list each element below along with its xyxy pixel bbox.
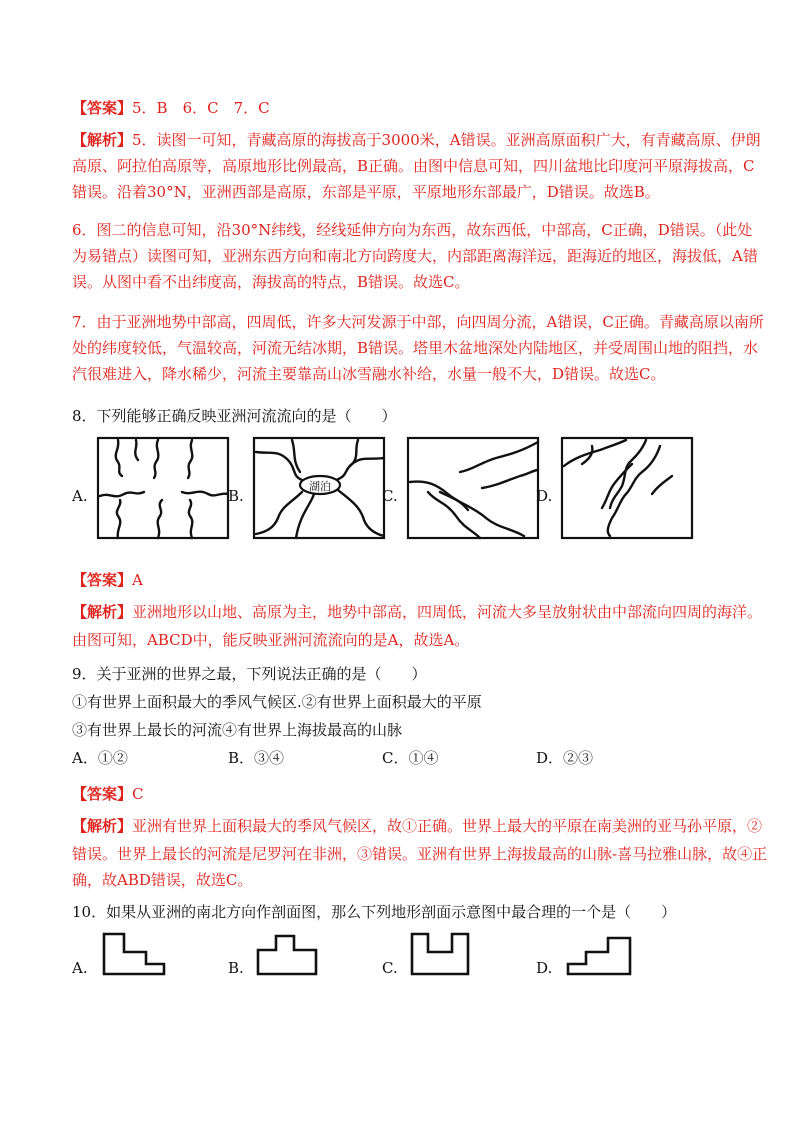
q9-option-d: D．②③: [536, 749, 594, 767]
q5-7-analysis-line-7: 7．由于亚洲地势中部高，四周低，许多大河发源于中部，向四周分流，A错误，C正确。青藏高原以南所: [72, 313, 764, 331]
q10-profile-b: [252, 930, 324, 982]
q9-option-c: C．①④: [382, 749, 439, 767]
q8-option-b-label: B.: [228, 487, 244, 505]
q5-7-analysis-line-6: 误。从图中看不出纬度高，海拔高的特点，B错误。故选C。: [72, 273, 470, 291]
q8-figure-c: [406, 436, 540, 544]
q9-stem: 9．关于亚洲的世界之最，下列说法正确的是（ ）: [72, 665, 427, 683]
q9-items-line-2: ③有世界上最长的河流④有世界上海拔最高的山脉: [72, 721, 403, 739]
q9-analysis-line-1: 【解析】亚洲有世界上面积最大的季风气候区，故①正确。世界上最大的平原在南美洲的亚马孙平原，②: [72, 817, 763, 835]
q5-7-analysis-line-9: 汽很难进入，降水稀少，河流主要靠高山冰雪融水补给，水量一般不大，D错误。故选C。: [72, 365, 666, 383]
q9-option-b: B．③④: [228, 749, 285, 767]
q8-figure-d: [560, 436, 694, 544]
q10-profile-c: [406, 930, 478, 982]
q10-profile-d: [562, 930, 634, 982]
q5-7-analysis-line-4: 6．图二的信息可知，沿30°N纬线，经线延伸方向为东西，故东西低，中部高，C正确，D错误。（此处: [72, 221, 753, 239]
q10-stem: 10．如果从亚洲的南北方向作剖面图，那么下列地形剖面示意图中最合理的一个是（ ）: [72, 903, 677, 921]
q5-7-analysis-line-2: 高原、阿拉伯高原等，高原地形比例最高，B正确。由图中信息可知，四川盆地比印度河平原海拔高，C: [72, 157, 755, 175]
q9-analysis-line-2: 错误。世界上最长的河流是尼罗河在非洲，③错误。亚洲有世界上海拔最高的山脉-喜马拉雅山脉，故④正: [72, 845, 768, 863]
q5-7-answer: 【答案】5．B 6．C 7．C: [72, 99, 270, 117]
q8-analysis-line-2: 由图可知，ABCD中，能反映亚洲河流流向的是A，故选A。: [72, 631, 470, 649]
q10-profile-a: [98, 930, 170, 982]
q5-7-analysis-line-3: 错误。沿着30°N，亚洲西部是高原，东部是平原，平原地形东部最广，D错误。故选B。: [72, 183, 660, 201]
q8-figure-b: [252, 436, 386, 544]
q10-option-c-label: C.: [382, 959, 398, 977]
q10-option-a-label: A.: [72, 959, 88, 977]
q9-option-a: A．①②: [72, 749, 128, 767]
q8-figure-a: [96, 436, 230, 544]
q5-7-analysis-line-5: 为易错点）读图可知，亚洲东西方向和南北方向跨度大，内部距离海洋远，距海近的地区，海拔低，A错: [72, 247, 758, 265]
q9-items-line-1: ①有世界上面积最大的季风气候区.②有世界上面积最大的平原: [72, 693, 482, 711]
q8-answer: 【答案】A: [72, 571, 143, 589]
q5-7-analysis-line-8: 处的纬度较低，气温较高，河流无结冰期，B错误。塔里木盆地深处内陆地区，并受周围山地的阻挡，水: [72, 339, 759, 357]
q8-analysis-line-1: 【解析】亚洲地形以山地、高原为主，地势中部高，四周低，河流大多呈放射状由中部流向四周的海洋。: [72, 603, 763, 621]
q9-analysis-line-3: 确，故ABD错误，故选C。: [72, 871, 253, 889]
q9-answer: 【答案】C: [72, 785, 144, 803]
q10-option-d-label: D.: [536, 959, 553, 977]
q8-option-d-label: D.: [536, 487, 553, 505]
lake-label: 湖泊: [309, 480, 331, 493]
q10-option-b-label: B.: [228, 959, 244, 977]
q5-7-analysis-line-1: 【解析】5．读图一可知，青藏高原的海拔高于3000米，A错误。亚洲高原面积广大，有青藏高原、伊朗: [72, 131, 761, 149]
q8-option-a-label: A.: [72, 487, 88, 505]
q8-option-c-label: C.: [382, 487, 398, 505]
q8-stem: 8．下列能够正确反映亚洲河流流向的是（ ）: [72, 407, 397, 425]
